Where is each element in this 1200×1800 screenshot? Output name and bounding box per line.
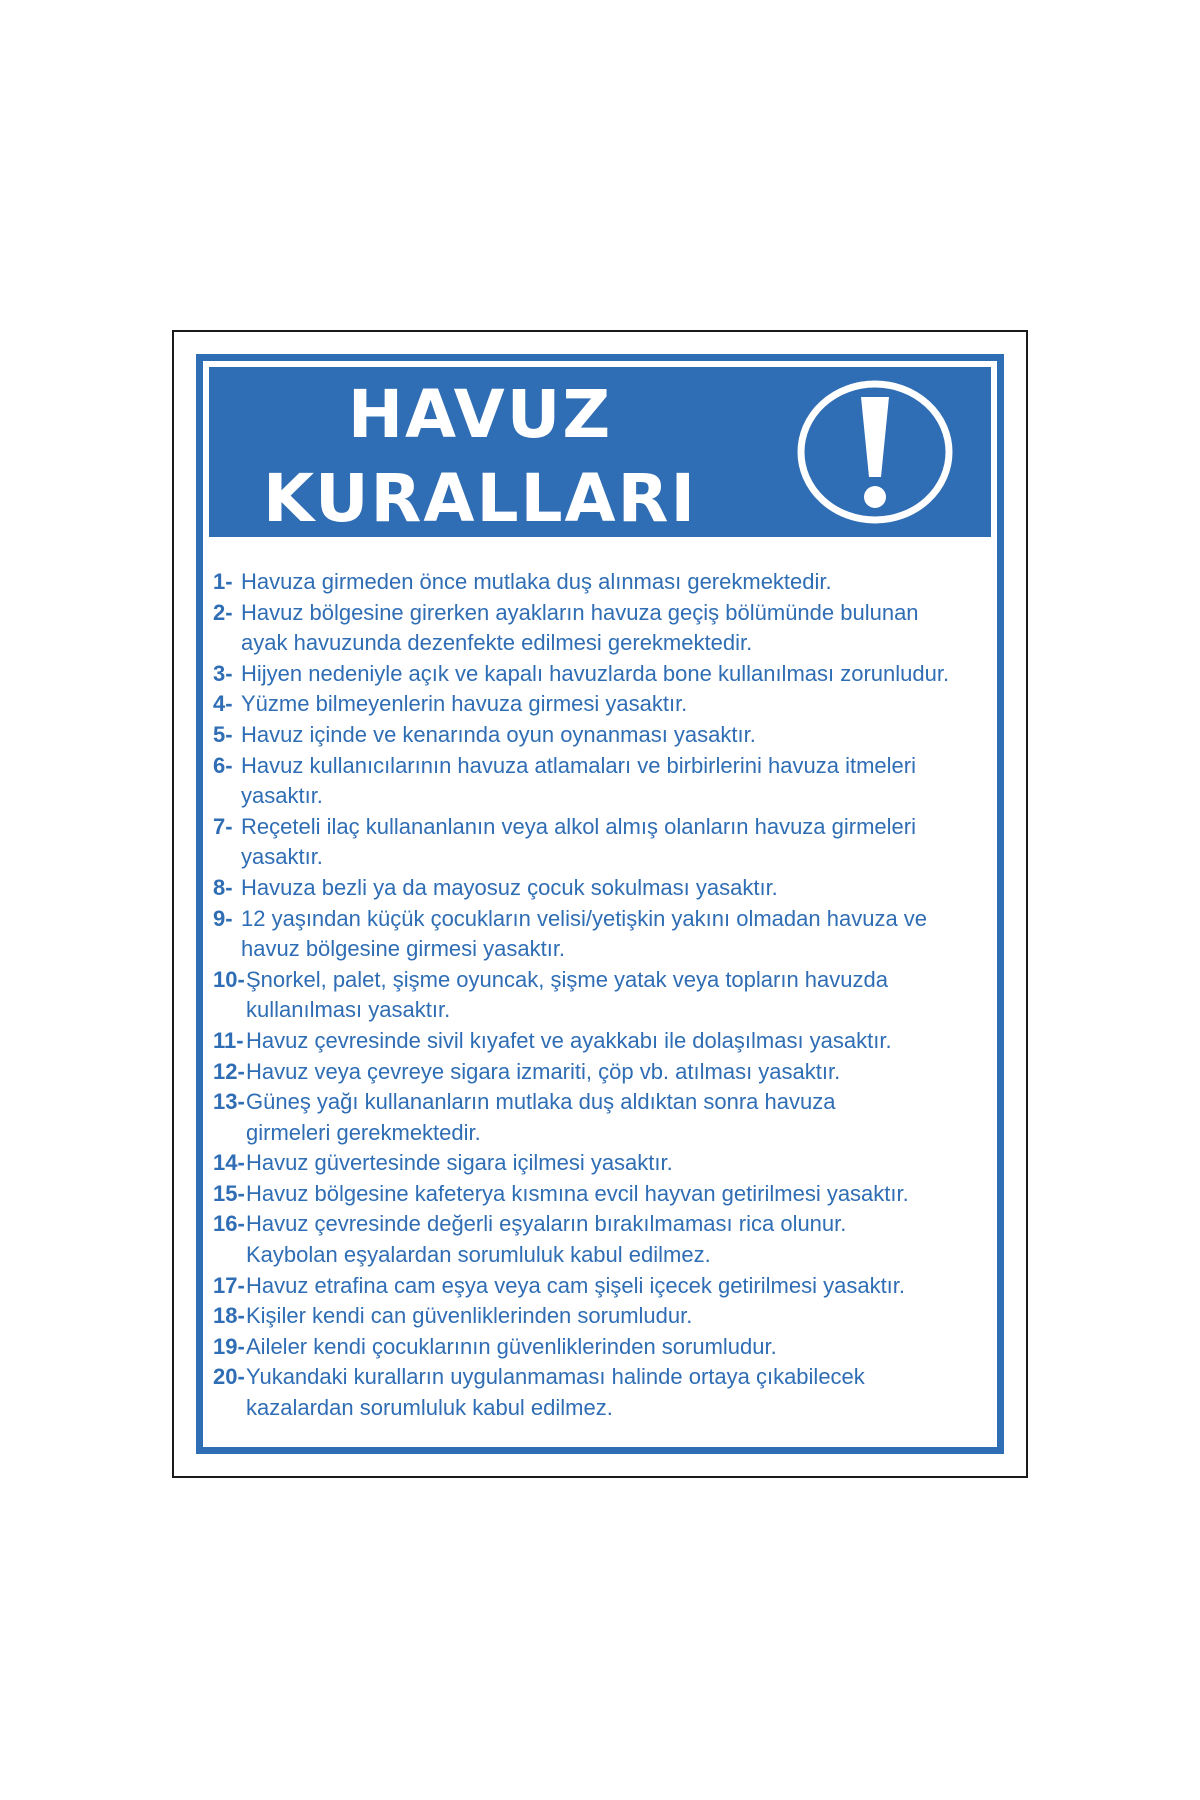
rule-item xyxy=(213,965,991,1026)
rule-item xyxy=(213,1026,991,1057)
rule-number: 13- xyxy=(213,1089,245,1115)
rule-number: 6- xyxy=(213,752,233,778)
rule-text: Havuz güvertesinde sigara içilmesi yasaktır. xyxy=(246,1150,673,1176)
rule-item xyxy=(213,1332,991,1363)
rule-item xyxy=(213,567,991,598)
rule-text: Havuz etrafina cam eşya veya cam şişeli içecek getirilmesi yasaktır. xyxy=(246,1272,906,1298)
rule-item xyxy=(213,873,991,904)
rule-item xyxy=(213,1087,991,1148)
rule-number: 8- xyxy=(213,874,233,900)
rule-item xyxy=(213,1179,991,1210)
rule-item xyxy=(213,598,991,659)
rule-text: Havuz çevresinde sivil kıyafet ve ayakkabı ile dolaşılması yasaktır. xyxy=(246,1027,892,1053)
rule-item xyxy=(213,1301,991,1332)
rule-number: 4- xyxy=(213,691,233,717)
exclamation-circle-icon xyxy=(795,377,955,527)
sign-frame xyxy=(172,330,1028,1478)
rule-text: 12 yaşından küçük çocukların velisi/yetişkin yakını olmadan havuza ve havuz bölgesine girmesi yasaktır. xyxy=(241,905,928,962)
rule-item xyxy=(213,659,991,690)
rule-text: Kişiler kendi can güvenliklerinden sorumludur. xyxy=(246,1303,693,1329)
rule-number: 9- xyxy=(213,905,233,931)
rule-text: Şnorkel, palet, şişme oyuncak, şişme yatak veya topların havuzda kullanılması yasaktır. xyxy=(246,966,888,1023)
rule-text: Havuz içinde ve kenarında oyun oynanması yasaktır. xyxy=(241,721,756,747)
rule-number: 10- xyxy=(213,966,245,992)
rule-item xyxy=(213,689,991,720)
rule-text: Havuz çevresinde değerli eşyaların bırakılmaması rica olunur. Kaybolan eşyalardan sorumluluk kabul edilmez. xyxy=(246,1211,847,1268)
rule-number: 18- xyxy=(213,1303,245,1329)
rule-item xyxy=(213,1362,991,1423)
sign-title xyxy=(245,373,715,541)
rule-number: 12- xyxy=(213,1058,245,1084)
rule-number: 5- xyxy=(213,721,233,747)
rule-item xyxy=(213,720,991,751)
rule-text: Havuz bölgesine kafeterya kısmına evcil hayvan getirilmesi yasaktır. xyxy=(246,1180,909,1206)
rule-number: 19- xyxy=(213,1333,245,1359)
rule-text: Reçeteli ilaç kullananlanın veya alkol almış olanların havuza girmeleri yasaktır. xyxy=(241,813,917,870)
sign-border xyxy=(196,354,1004,1454)
rule-text: Yukandaki kuralların uygulanmaması halinde ortaya çıkabilecek kazalardan sorumluluk kabul edilmez. xyxy=(246,1364,865,1421)
rule-text: Havuz bölgesine girerken ayakların havuza geçiş bölümünde bulunan ayak havuzunda dezenfekte edilmesi gerekmektedir. xyxy=(241,599,919,656)
rule-text: Havuz veya çevreye sigara izmariti, çöp vb. atılması yasaktır. xyxy=(246,1058,841,1084)
rule-item xyxy=(213,1148,991,1179)
rule-number: 3- xyxy=(213,660,233,686)
rule-number: 11- xyxy=(213,1027,244,1053)
rule-item xyxy=(213,1271,991,1302)
rule-item xyxy=(213,904,991,965)
rule-item xyxy=(213,1057,991,1088)
rule-text: Havuza bezli ya da mayosuz çocuk sokulması yasaktır. xyxy=(241,874,778,900)
title-line-1: HAVUZ xyxy=(347,376,613,453)
header-band xyxy=(209,367,991,537)
rule-number: 2- xyxy=(213,599,233,625)
rule-text: Aileler kendi çocuklarının güvenliklerinden sorumludur. xyxy=(246,1333,777,1359)
title-line-2: KURALLARI xyxy=(262,460,698,537)
rule-text: Yüzme bilmeyenlerin havuza girmesi yasaktır. xyxy=(241,691,688,717)
rule-text: Havuza girmeden önce mutlaka duş alınması gerekmektedir. xyxy=(241,569,832,594)
rule-number: 16- xyxy=(213,1211,245,1237)
rule-item xyxy=(213,812,991,873)
rule-number: 15- xyxy=(213,1180,245,1206)
rule-number: 17- xyxy=(213,1272,245,1298)
rule-item xyxy=(213,1209,991,1270)
rule-number: 20- xyxy=(213,1364,245,1390)
rule-number: 7- xyxy=(213,813,233,839)
rule-text: Havuz kullanıcılarının havuza atlamaları ve birbirlerini havuza itmeleri yasaktır. xyxy=(241,752,916,809)
rule-item xyxy=(213,751,991,812)
rule-text: Güneş yağı kullananların mutlaka duş aldıktan sonra havuza girmeleri gerekmektedir. xyxy=(246,1089,836,1145)
rule-number: 1- xyxy=(213,569,233,594)
rule-number: 14- xyxy=(213,1150,245,1176)
rule-text: Hijyen nedeniyle açık ve kapalı havuzlarda bone kullanılması zorunludur. xyxy=(241,660,950,686)
rules-list xyxy=(213,567,991,1424)
